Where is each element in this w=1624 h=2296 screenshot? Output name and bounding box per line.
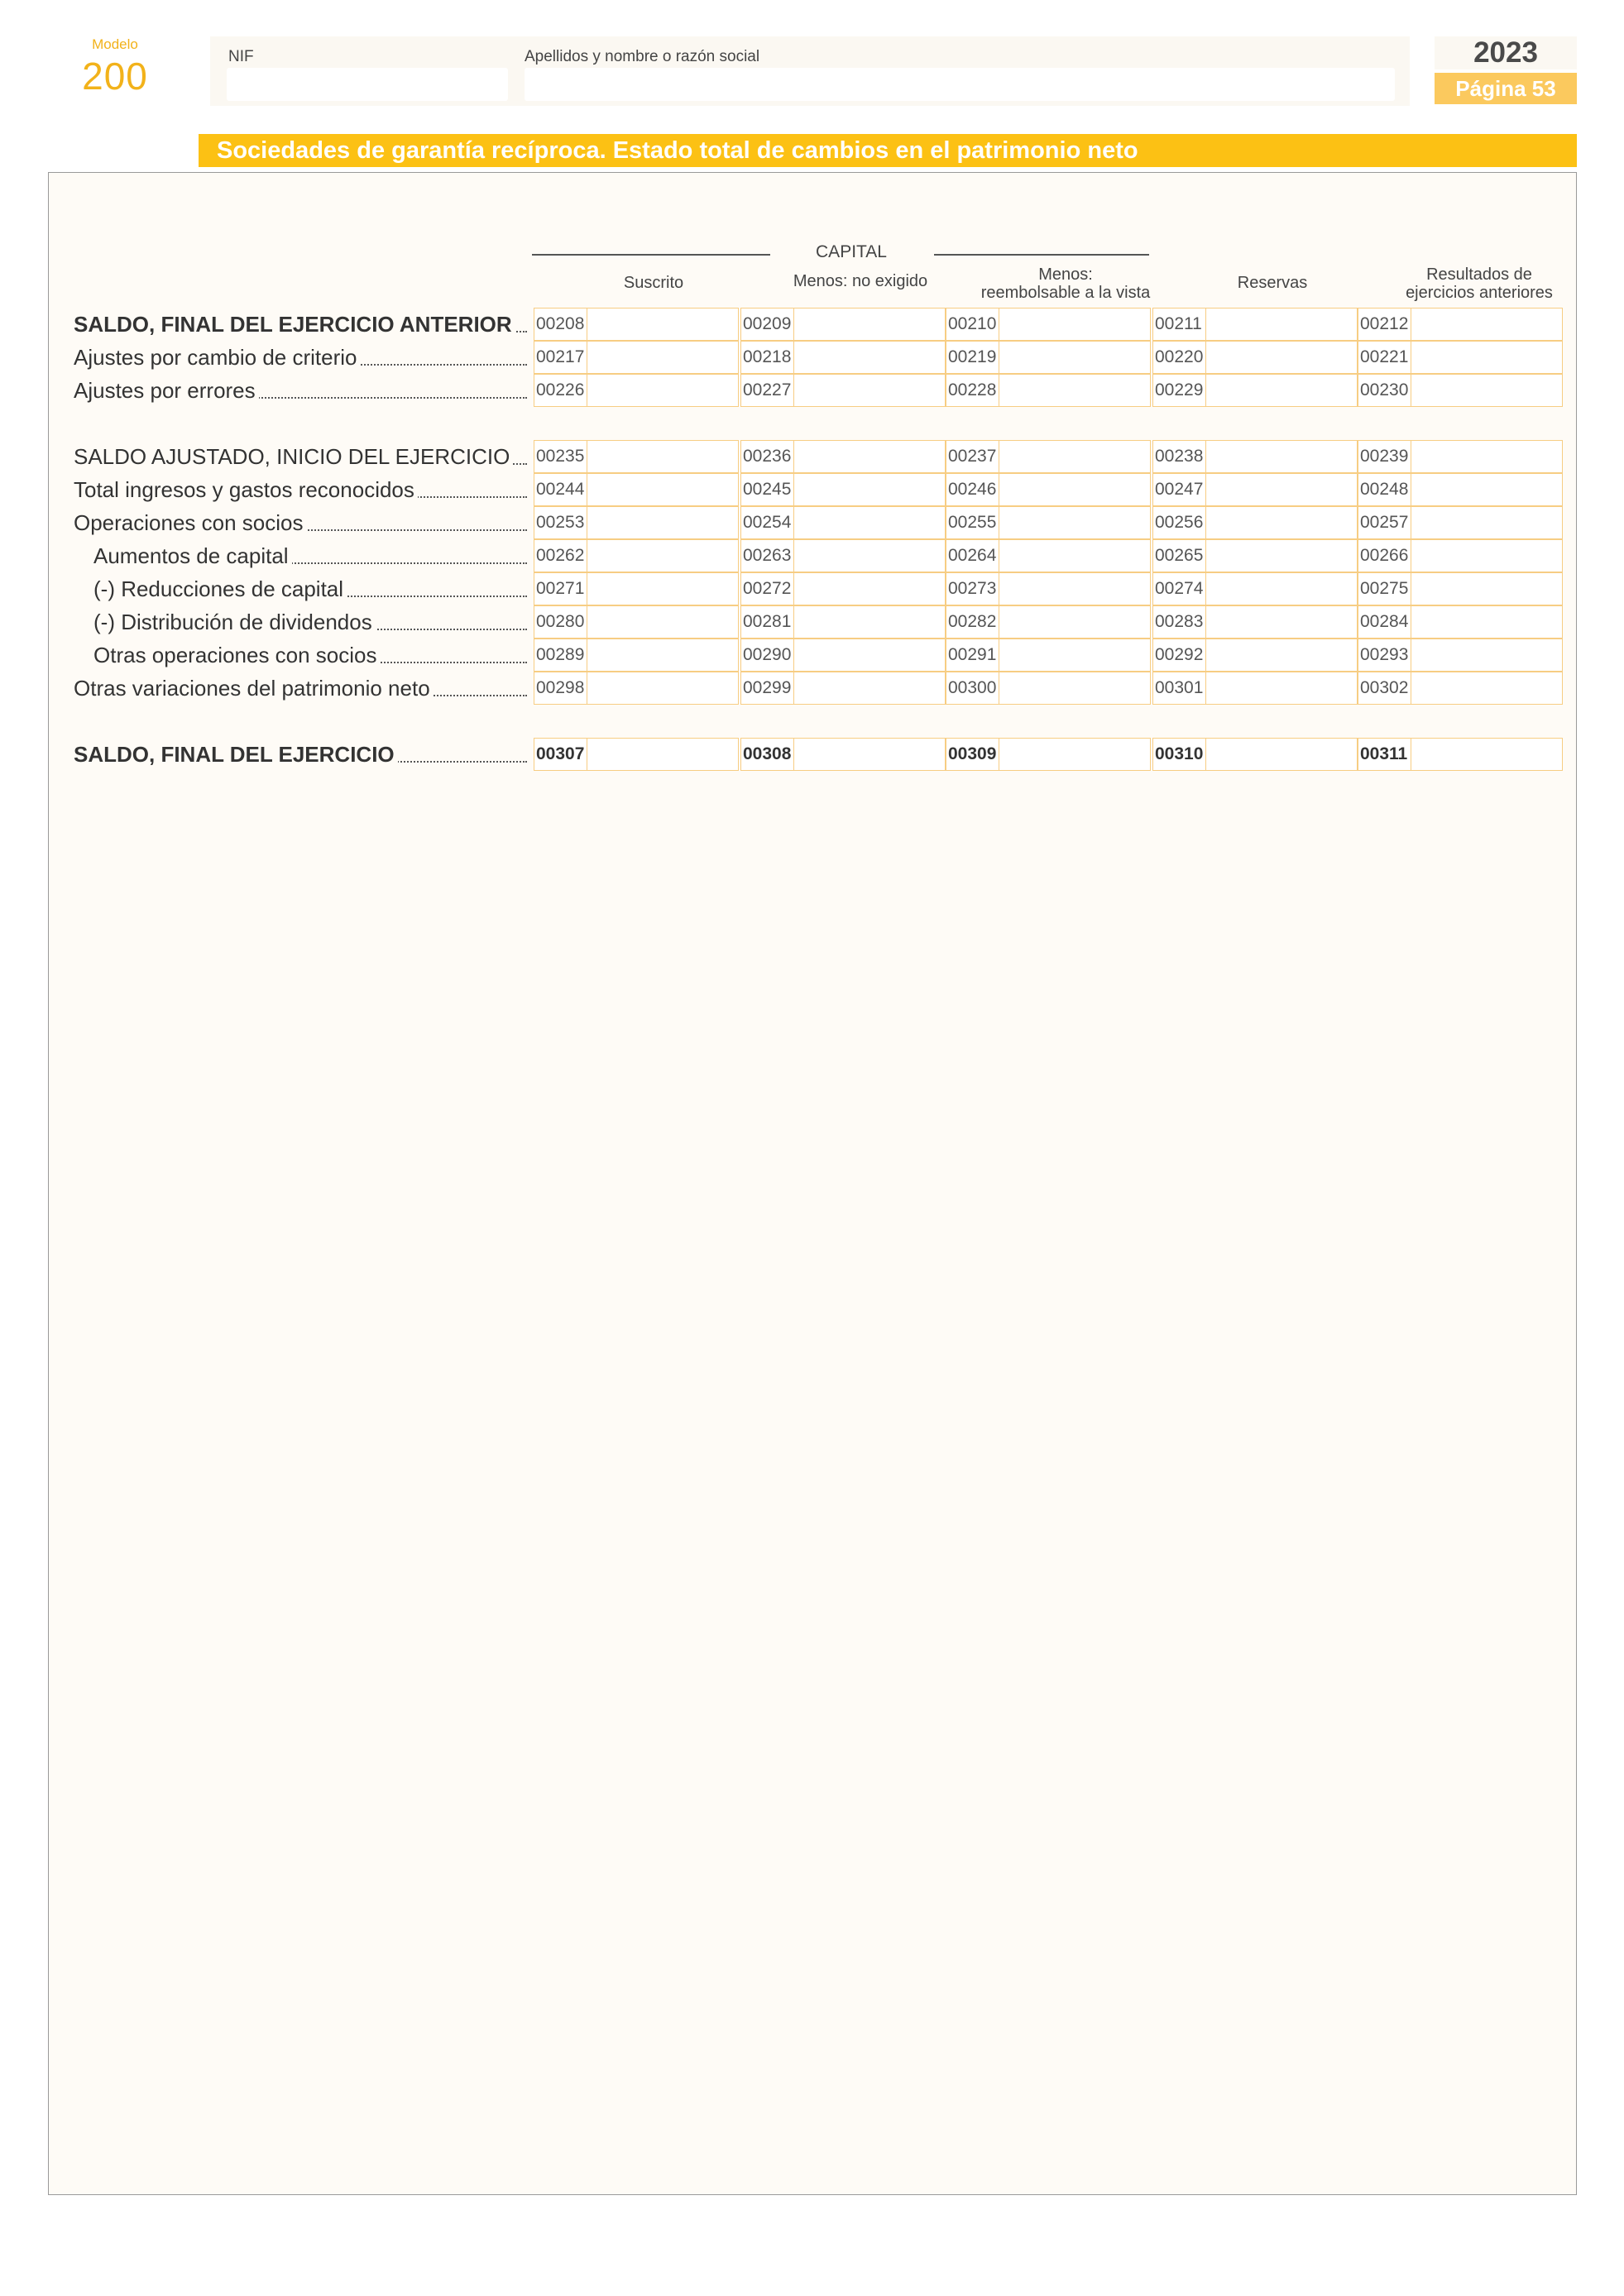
field-code: 00210 bbox=[946, 309, 999, 340]
row-label bbox=[74, 440, 527, 473]
row-label-text: Total ingresos y gastos reconocidos bbox=[74, 477, 418, 502]
form-row bbox=[49, 639, 1578, 672]
field-code: 00246 bbox=[946, 474, 999, 505]
form-row bbox=[49, 738, 1578, 771]
amount-field-resultados[interactable] bbox=[1358, 341, 1563, 374]
column-header-reembolsable bbox=[962, 265, 1169, 302]
field-code: 00262 bbox=[534, 540, 587, 572]
amount-field-no-exigido[interactable] bbox=[740, 374, 946, 407]
field-code: 00217 bbox=[534, 342, 587, 373]
form-row bbox=[49, 308, 1578, 341]
field-code: 00290 bbox=[741, 639, 794, 671]
field-code: 00298 bbox=[534, 672, 587, 704]
field-code: 00284 bbox=[1358, 606, 1411, 638]
field-code: 00253 bbox=[534, 507, 587, 538]
row-label bbox=[74, 308, 527, 341]
amount-field-reembolsable[interactable] bbox=[946, 572, 1151, 605]
field-code: 00228 bbox=[946, 375, 999, 406]
amount-field-reservas[interactable] bbox=[1152, 672, 1358, 705]
field-code: 00256 bbox=[1153, 507, 1206, 538]
amount-field-reservas[interactable] bbox=[1152, 440, 1358, 473]
amount-field-no-exigido[interactable] bbox=[740, 308, 946, 341]
amount-field-resultados[interactable] bbox=[1358, 672, 1563, 705]
amount-field-reembolsable[interactable] bbox=[946, 672, 1151, 705]
field-code: 00236 bbox=[741, 441, 794, 472]
field-code: 00209 bbox=[741, 309, 794, 340]
amount-field-reembolsable[interactable] bbox=[946, 440, 1151, 473]
amount-field-suscrito[interactable] bbox=[534, 473, 739, 506]
field-code: 00302 bbox=[1358, 672, 1411, 704]
amount-field-reservas[interactable] bbox=[1152, 605, 1358, 639]
capital-group-line-right bbox=[934, 254, 1149, 256]
field-code: 00227 bbox=[741, 375, 794, 406]
row-label-text: SALDO, FINAL DEL EJERCICIO bbox=[74, 742, 398, 767]
column-header-resultados-line2: ejercicios anteriores bbox=[1406, 284, 1553, 302]
field-code: 00309 bbox=[946, 739, 999, 770]
column-header-no-exigido bbox=[757, 272, 964, 290]
form-row bbox=[49, 605, 1578, 639]
column-header-reembolsable-line2: reembolsable a la vista bbox=[980, 284, 1151, 302]
field-code: 00212 bbox=[1358, 309, 1411, 340]
amount-field-reservas[interactable] bbox=[1152, 473, 1358, 506]
row-label-text: Otras variaciones del patrimonio neto bbox=[74, 676, 434, 701]
field-code: 00244 bbox=[534, 474, 587, 505]
amount-field-no-exigido[interactable] bbox=[740, 605, 946, 639]
taxpayer-id-panel bbox=[210, 36, 1410, 106]
row-label bbox=[93, 539, 527, 572]
amount-field-resultados[interactable] bbox=[1358, 308, 1563, 341]
row-label bbox=[74, 738, 527, 771]
field-code: 00308 bbox=[741, 739, 794, 770]
amount-field-reembolsable[interactable] bbox=[946, 473, 1151, 506]
amount-field-resultados[interactable] bbox=[1358, 539, 1563, 572]
field-code: 00271 bbox=[534, 573, 587, 605]
amount-field-reembolsable[interactable] bbox=[946, 341, 1151, 374]
amount-field-no-exigido[interactable] bbox=[740, 473, 946, 506]
column-header-suscrito bbox=[550, 274, 757, 292]
amount-field-resultados[interactable] bbox=[1358, 639, 1563, 672]
amount-field-resultados[interactable] bbox=[1358, 374, 1563, 407]
field-code: 00311 bbox=[1358, 739, 1411, 770]
amount-field-reembolsable[interactable] bbox=[946, 374, 1151, 407]
year-label: 2023 bbox=[1435, 36, 1577, 69]
amount-field-suscrito[interactable] bbox=[534, 738, 739, 771]
amount-field-reembolsable[interactable] bbox=[946, 506, 1151, 539]
column-header-no-exigido-text: Menos: no exigido bbox=[793, 272, 928, 290]
column-header-suscrito-text: Suscrito bbox=[623, 274, 684, 292]
field-code: 00266 bbox=[1358, 540, 1411, 572]
row-label bbox=[93, 605, 527, 639]
row-label bbox=[74, 506, 527, 539]
field-code: 00299 bbox=[741, 672, 794, 704]
section-title: Sociedades de garantía recíproca. Estado total de cambios en el patrimonio neto bbox=[217, 137, 1138, 164]
form-row bbox=[49, 473, 1578, 506]
row-label-text: (-) Reducciones de capital bbox=[93, 576, 347, 601]
amount-field-no-exigido[interactable] bbox=[740, 440, 946, 473]
form-row bbox=[49, 539, 1578, 572]
amount-field-reservas[interactable] bbox=[1152, 341, 1358, 374]
row-label bbox=[93, 639, 527, 672]
field-code: 00257 bbox=[1358, 507, 1411, 538]
field-code: 00300 bbox=[946, 672, 999, 704]
field-code: 00289 bbox=[534, 639, 587, 671]
form-row bbox=[49, 440, 1578, 473]
row-label-text: Otras operaciones con socios bbox=[93, 643, 381, 667]
amount-field-suscrito[interactable] bbox=[534, 672, 739, 705]
column-header-reservas bbox=[1169, 274, 1376, 292]
field-code: 00283 bbox=[1153, 606, 1206, 638]
name-field[interactable] bbox=[525, 68, 1395, 101]
row-label-text: SALDO AJUSTADO, INICIO DEL EJERCICIO bbox=[74, 444, 513, 469]
amount-field-no-exigido[interactable] bbox=[740, 639, 946, 672]
amount-field-reembolsable[interactable] bbox=[946, 639, 1151, 672]
field-code: 00307 bbox=[534, 739, 587, 770]
amount-field-resultados[interactable] bbox=[1358, 473, 1563, 506]
row-label bbox=[74, 672, 527, 705]
field-code: 00245 bbox=[741, 474, 794, 505]
field-code: 00264 bbox=[946, 540, 999, 572]
name-label: Apellidos y nombre o razón social bbox=[525, 48, 760, 65]
field-code: 00248 bbox=[1358, 474, 1411, 505]
amount-field-suscrito[interactable] bbox=[534, 639, 739, 672]
row-label-text: SALDO, FINAL DEL EJERCICIO ANTERIOR bbox=[74, 312, 515, 337]
amount-field-no-exigido[interactable] bbox=[740, 506, 946, 539]
field-code: 00263 bbox=[741, 540, 794, 572]
field-code: 00291 bbox=[946, 639, 999, 671]
amount-field-suscrito[interactable] bbox=[534, 374, 739, 407]
amount-field-reservas[interactable] bbox=[1152, 738, 1358, 771]
amount-field-reservas[interactable] bbox=[1152, 506, 1358, 539]
row-label bbox=[74, 341, 527, 374]
field-code: 00211 bbox=[1153, 309, 1206, 340]
row-label bbox=[74, 473, 527, 506]
amount-field-no-exigido[interactable] bbox=[740, 341, 946, 374]
field-code: 00220 bbox=[1153, 342, 1206, 373]
amount-field-suscrito[interactable] bbox=[534, 572, 739, 605]
field-code: 00280 bbox=[534, 606, 587, 638]
field-code: 00281 bbox=[741, 606, 794, 638]
field-code: 00292 bbox=[1153, 639, 1206, 671]
field-code: 00226 bbox=[534, 375, 587, 406]
amount-field-reembolsable[interactable] bbox=[946, 605, 1151, 639]
amount-field-resultados[interactable] bbox=[1358, 738, 1563, 771]
field-code: 00208 bbox=[534, 309, 587, 340]
column-header-resultados-line1: Resultados de bbox=[1426, 265, 1532, 284]
capital-group-label: CAPITAL bbox=[816, 242, 887, 261]
field-code: 00310 bbox=[1153, 739, 1206, 770]
field-code: 00230 bbox=[1358, 375, 1411, 406]
amount-field-reservas[interactable] bbox=[1152, 308, 1358, 341]
form-frame bbox=[48, 172, 1577, 2195]
capital-group-line-left bbox=[532, 254, 770, 256]
amount-field-reembolsable[interactable] bbox=[946, 308, 1151, 341]
field-code: 00293 bbox=[1358, 639, 1411, 671]
amount-field-resultados[interactable] bbox=[1358, 605, 1563, 639]
amount-field-suscrito[interactable] bbox=[534, 539, 739, 572]
amount-field-resultados[interactable] bbox=[1358, 440, 1563, 473]
field-code: 00282 bbox=[946, 606, 999, 638]
field-code: 00301 bbox=[1153, 672, 1206, 704]
row-label-text: (-) Distribución de dividendos bbox=[93, 610, 376, 634]
field-code: 00229 bbox=[1153, 375, 1206, 406]
field-code: 00255 bbox=[946, 507, 999, 538]
field-code: 00219 bbox=[946, 342, 999, 373]
row-label bbox=[93, 572, 527, 605]
amount-field-reservas[interactable] bbox=[1152, 572, 1358, 605]
row-label-text: Ajustes por cambio de criterio bbox=[74, 345, 360, 370]
field-code: 00239 bbox=[1358, 441, 1411, 472]
amount-field-no-exigido[interactable] bbox=[740, 539, 946, 572]
modelo-box bbox=[69, 36, 160, 99]
nif-field[interactable] bbox=[227, 68, 508, 101]
amount-field-suscrito[interactable] bbox=[534, 308, 739, 341]
amount-field-reembolsable[interactable] bbox=[946, 738, 1151, 771]
form-row bbox=[49, 672, 1578, 705]
form-row bbox=[49, 506, 1578, 539]
form-row bbox=[49, 572, 1578, 605]
form-row bbox=[49, 374, 1578, 407]
modelo-label: Modelo bbox=[92, 36, 138, 52]
field-code: 00272 bbox=[741, 573, 794, 605]
field-code: 00254 bbox=[741, 507, 794, 538]
amount-field-no-exigido[interactable] bbox=[740, 738, 946, 771]
row-label-text: Operaciones con socios bbox=[74, 510, 306, 535]
section-header bbox=[199, 134, 1577, 167]
amount-field-reservas[interactable] bbox=[1152, 639, 1358, 672]
amount-field-suscrito[interactable] bbox=[534, 506, 739, 539]
field-code: 00275 bbox=[1358, 573, 1411, 605]
amount-field-suscrito[interactable] bbox=[534, 605, 739, 639]
field-code: 00238 bbox=[1153, 441, 1206, 472]
field-code: 00265 bbox=[1153, 540, 1206, 572]
column-header-resultados bbox=[1376, 265, 1583, 302]
row-label bbox=[74, 374, 527, 407]
field-code: 00221 bbox=[1358, 342, 1411, 373]
amount-field-suscrito[interactable] bbox=[534, 440, 739, 473]
field-code: 00274 bbox=[1153, 573, 1206, 605]
field-code: 00247 bbox=[1153, 474, 1206, 505]
column-header-reembolsable-line1: Menos: bbox=[1038, 265, 1093, 284]
nif-label: NIF bbox=[228, 48, 254, 65]
column-header-reservas-text: Reservas bbox=[1237, 274, 1308, 292]
amount-field-suscrito[interactable] bbox=[534, 341, 739, 374]
amount-field-resultados[interactable] bbox=[1358, 572, 1563, 605]
row-label-text: Ajustes por errores bbox=[74, 378, 259, 403]
field-code: 00273 bbox=[946, 573, 999, 605]
amount-field-reembolsable[interactable] bbox=[946, 539, 1151, 572]
amount-field-no-exigido[interactable] bbox=[740, 572, 946, 605]
field-code: 00237 bbox=[946, 441, 999, 472]
page-badge: Página 53 bbox=[1435, 73, 1577, 104]
row-label-text: Aumentos de capital bbox=[93, 543, 292, 568]
field-code: 00218 bbox=[741, 342, 794, 373]
field-code: 00235 bbox=[534, 441, 587, 472]
amount-field-reservas[interactable] bbox=[1152, 539, 1358, 572]
amount-field-resultados[interactable] bbox=[1358, 506, 1563, 539]
form-row bbox=[49, 341, 1578, 374]
amount-field-reservas[interactable] bbox=[1152, 374, 1358, 407]
modelo-number: 200 bbox=[82, 55, 148, 98]
amount-field-no-exigido[interactable] bbox=[740, 672, 946, 705]
